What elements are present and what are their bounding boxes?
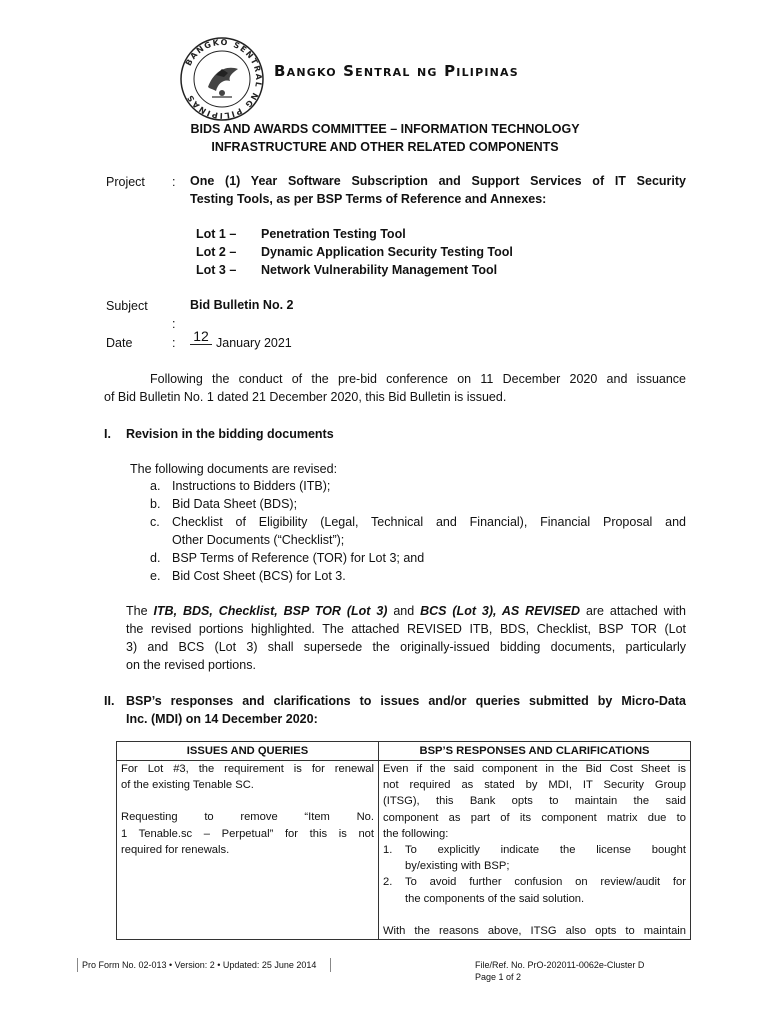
table-row (117, 761, 691, 940)
subject-value: Bid Bulletin No. 2 (190, 298, 294, 312)
resp-l4: component as part of its component matrix due to (383, 811, 686, 824)
item-c-letter: c. (150, 515, 160, 529)
intro-line-1: Following the conduct of the pre-bid conference on 11 December 2020 and issuance (150, 372, 686, 386)
project-line-1: One (1) Year Software Subscription and Support Services of IT Security (190, 174, 686, 188)
col-header-issues: ISSUES AND QUERIES (117, 742, 379, 761)
issue-p2-l2: 1 Tenable.sc – Perpetual” for this is not (121, 827, 374, 840)
footer-divider-right (330, 958, 331, 972)
para-bold-bcs: BCS (Lot 3), AS REVISED (420, 604, 581, 618)
date-colon: : (172, 336, 176, 350)
resp-l1: Even if the said component in the Bid Cost Sheet is (383, 763, 686, 775)
intro-line-2: of Bid Bulletin No. 1 dated 21 December 2020, this Bid Bulletin is issued. (104, 390, 507, 404)
resp-item-1-l1: To explicitly indicate the license bought (405, 844, 686, 857)
resp-l5: the following: (383, 827, 449, 840)
resp-l2: not required as stated by MDI, IT Security Group (383, 779, 686, 792)
resp-item-2-l2: the components of the said solution. (405, 892, 585, 905)
item-d-letter: d. (150, 551, 161, 565)
date-month-year: January 2021 (216, 336, 292, 350)
footer-page: Page 1 of 2 (475, 972, 522, 982)
project-label: Project (106, 175, 145, 189)
issue-p2-l3: required for renewals. (121, 843, 230, 856)
svg-text:BANGKO SENTRAL NG PILIPINAS: BANGKO SENTRAL NG PILIPINAS (184, 37, 264, 121)
issues-table (116, 741, 691, 940)
item-c-text-cont: Other Documents (“Checklist”); (172, 533, 345, 547)
item-d-text: BSP Terms of Reference (TOR) for Lot 3; and (172, 551, 425, 565)
section-2-heading-1: BSP’s responses and clarifications to issues and/or queries submitted by Micro-Data (126, 694, 686, 708)
section-2-number: II. (104, 694, 115, 708)
item-b-letter: b. (150, 497, 161, 511)
subject-colon: : (172, 317, 176, 331)
resp-item-1 (383, 842, 686, 874)
project-line-2: Testing Tools, as per BSP Terms of Reference and Annexes: (190, 192, 547, 206)
bsp-seal-logo (178, 35, 266, 123)
lot-2-name: Dynamic Application Security Testing Tool (261, 245, 513, 259)
subject-label: Subject (106, 299, 148, 313)
section-1-number: I. (104, 427, 111, 441)
issue-cell (117, 761, 379, 940)
title-line-2: INFRASTRUCTURE AND OTHER RELATED COMPONENTS (211, 140, 559, 154)
item-a-text: Instructions to Bidders (ITB); (172, 479, 331, 493)
resp-item-1-l2: by/existing with BSP; (405, 860, 510, 873)
date-day: 12 (190, 328, 212, 345)
resp-l3: (ITSG), this Bank opts to maintain the said (383, 795, 686, 808)
revised-para-line-1 (126, 602, 686, 620)
table-header-row (117, 742, 691, 761)
lot-3-name: Network Vulnerability Management Tool (261, 263, 498, 277)
lot-2-label: Lot 2 – (196, 245, 237, 259)
org-name: Bangko Sentral ng Pilipinas (274, 62, 519, 80)
item-b-text: Bid Data Sheet (BDS); (172, 497, 298, 511)
para-bold-docs: ITB, BDS, Checklist, BSP TOR (Lot 3) (153, 604, 388, 618)
resp-last: With the reasons above, ITSG also opts to maintain (383, 924, 686, 937)
section-1-lead: The following documents are revised: (130, 462, 338, 476)
response-cell (379, 761, 691, 940)
resp-item-2-num: 2. (383, 876, 393, 889)
resp-item-2 (383, 874, 686, 906)
item-e-letter: e. (150, 569, 161, 583)
section-1-heading: Revision in the bidding documents (126, 427, 334, 441)
revised-para-line-2: the revised portions highlighted. The attached REVISED ITB, BDS, Checklist, BSP TOR (Lot (126, 622, 686, 636)
lot-1-label: Lot 1 – (196, 227, 237, 241)
resp-item-1-num: 1. (383, 844, 393, 857)
revised-para-line-4: on the revised portions. (126, 658, 256, 672)
para-and: and (387, 604, 421, 618)
para-the: The (126, 604, 154, 618)
section-2-heading-2: Inc. (MDI) on 14 December 2020: (126, 712, 318, 726)
issue-p1-l1: For Lot #3, the requirement is for renewal (121, 763, 374, 775)
footer-divider-left (77, 958, 78, 972)
item-e-text: Bid Cost Sheet (BCS) for Lot 3. (172, 569, 346, 583)
resp-item-2-l1: To avoid further confusion on review/audit for (405, 876, 686, 889)
item-c-text: Checklist of Eligibility (Legal, Technical and Financial), Financial Proposal and (172, 515, 686, 529)
project-colon: : (172, 175, 176, 189)
footer-form-info: Pro Form No. 02-013 • Version: 2 • Updated: 25 June 2014 (82, 960, 317, 970)
revised-para-line-3: 3) and BCS (Lot 3) shall supersede the originally-issued bidding documents, particularly (126, 640, 686, 654)
title-line-1: BIDS AND AWARDS COMMITTEE – INFORMATION TECHNOLOGY (190, 122, 580, 136)
date-label: Date (106, 336, 133, 350)
footer-file-ref: File/Ref. No. PrO-202011-0062e-Cluster D (475, 960, 645, 970)
para-tail: are attached with (580, 604, 686, 618)
issue-p2-l1: Requesting to remove “Item No. (121, 811, 374, 824)
item-a-letter: a. (150, 479, 161, 493)
issue-p1-l2: of the existing Tenable SC. (121, 779, 254, 792)
col-header-responses: BSP’S RESPONSES AND CLARIFICATIONS (379, 742, 691, 761)
lot-3-label: Lot 3 – (196, 263, 237, 277)
lot-1-name: Penetration Testing Tool (261, 227, 406, 241)
